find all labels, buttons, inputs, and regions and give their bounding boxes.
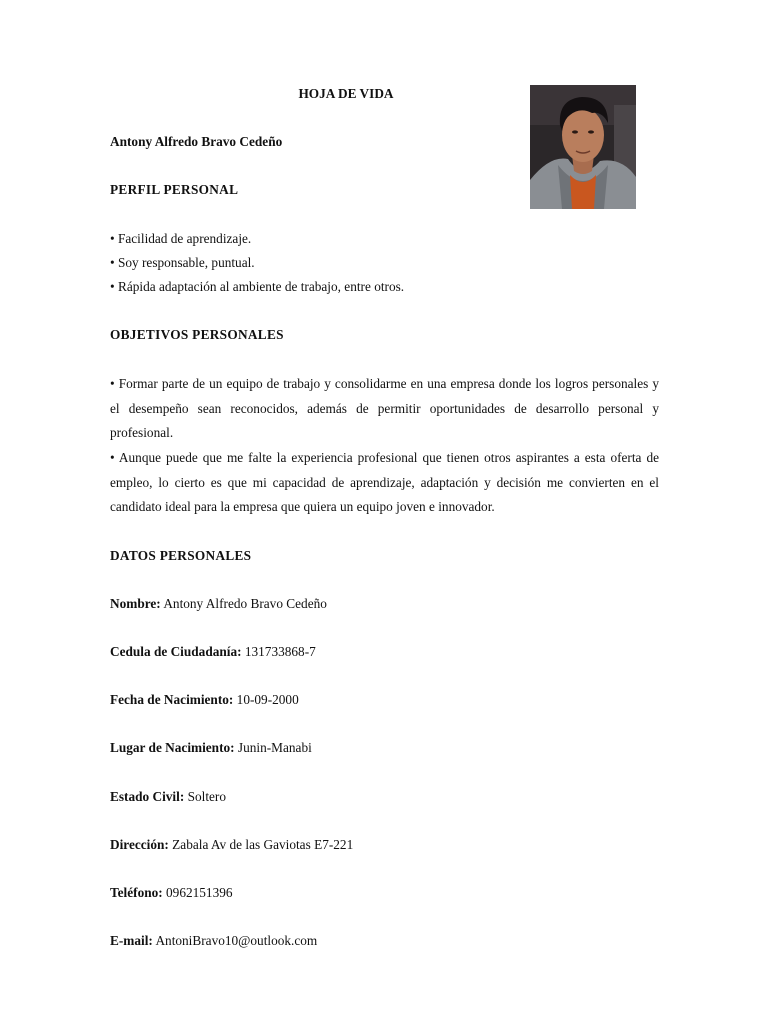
perfil-item: • Rápida adaptación al ambiente de trabajo, entre otros. [110,279,405,294]
field-estado-civil [110,789,226,805]
field-value: Soltero [187,789,226,804]
field-fecha-nacimiento [110,692,299,708]
perfil-item: • Soy responsable, puntual. [110,255,255,270]
perfil-heading: PERFIL PERSONAL [110,182,239,197]
field-value: 131733868-7 [244,644,316,659]
field-lugar-nacimiento [110,740,312,756]
field-nombre [110,596,327,612]
objetivo-paragraph: • Formar parte de un equipo de trabajo y consolidarme en una empresa donde los logros personales y el desempeño sean reconocidos, además de permitir oportunidades de desarrollo personal y profesional. [110,376,659,440]
objetivo-paragraph: • Aunque puede que me falte la experiencia profesional que tienen otros aspirantes a esta oferta de empleo, lo cierto es que mi capacidad de aprendizaje, adaptación y decisión me convierten en el candidato ideal para la empresa que quiera un equipo joven e innovador. [110,450,659,514]
field-value: Junin-Manabi [237,740,312,755]
field-label: Fecha de Nacimiento: [110,692,234,707]
field-label: Estado Civil: [110,789,185,804]
field-label: Nombre: [110,596,161,611]
document-title: HOJA DE VIDA [298,86,394,101]
field-email [110,933,317,949]
perfil-item: • Facilidad de aprendizaje. [110,231,252,246]
field-label: Teléfono: [110,885,163,900]
field-value: 0962151396 [166,885,233,900]
field-label: Cedula de Ciudadanía: [110,644,242,659]
profile-photo-image [530,85,636,209]
field-label: Lugar de Nacimiento: [110,740,235,755]
field-label: E-mail: [110,933,153,948]
field-value: Zabala Av de las Gaviotas E7-221 [172,837,354,852]
field-value: Antony Alfredo Bravo Cedeño [163,596,327,611]
field-value: 10-09-2000 [236,692,299,707]
field-direccion [110,837,353,853]
field-cedula [110,644,316,660]
profile-photo [530,85,636,209]
datos-heading: DATOS PERSONALES [110,548,252,563]
field-label: Dirección: [110,837,169,852]
objetivos-heading: OBJETIVOS PERSONALES [110,327,284,342]
applicant-name: Antony Alfredo Bravo Cedeño [110,134,283,149]
field-value: AntoniBravo10@outlook.com [155,933,318,948]
field-telefono [110,885,233,901]
